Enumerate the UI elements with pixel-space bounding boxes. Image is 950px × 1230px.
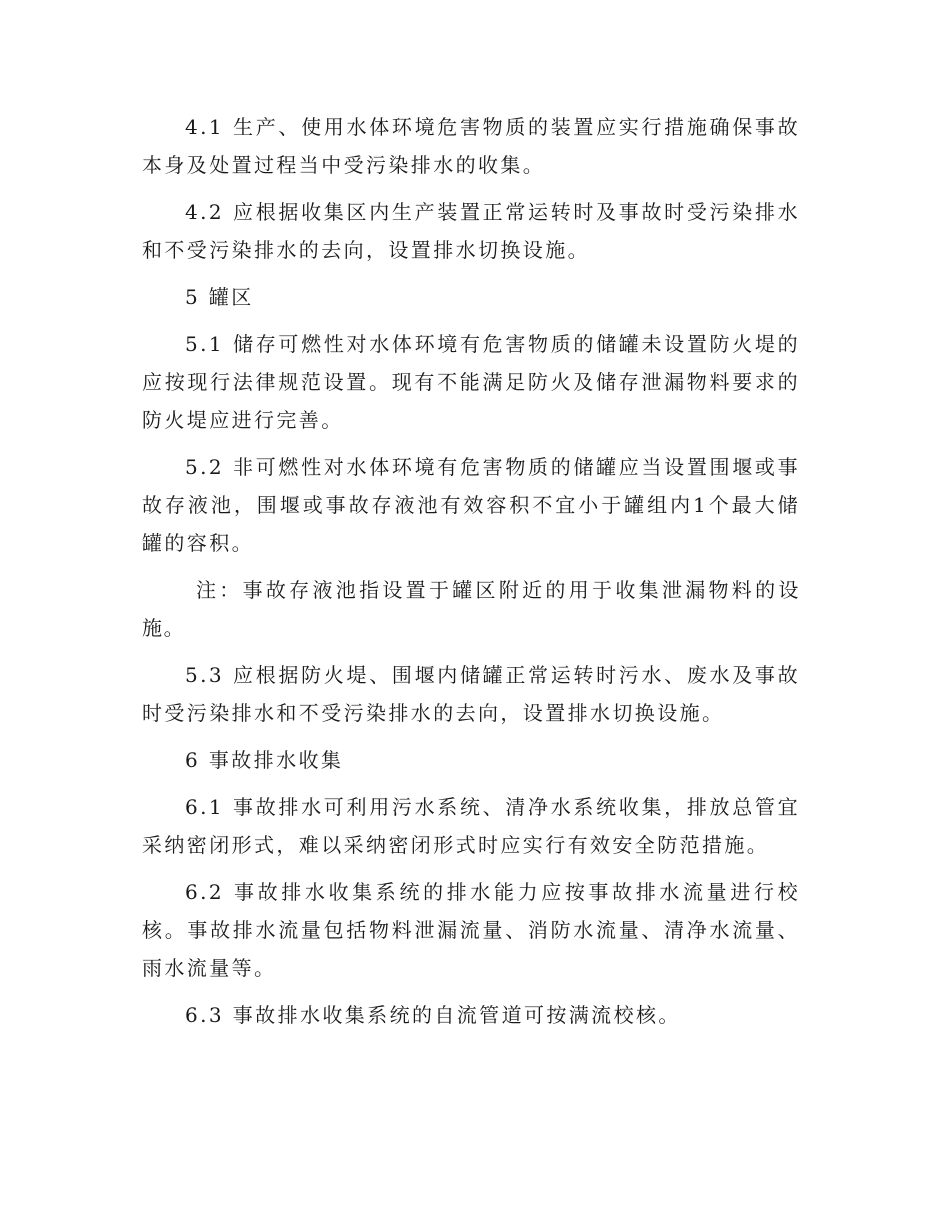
section-heading-6: 6 事故排水收集 bbox=[185, 748, 344, 772]
clause-6-3: 6.3 事故排水收集系统的自流管道可按满流校核。 bbox=[185, 1003, 681, 1027]
section-heading-5: 5 罐区 bbox=[185, 285, 254, 309]
clause-4-2: 4.2 应根据收集区内生产装置正常运转时及事故时受污染排水和不受污染排水的去向，设置排水切换设施。 bbox=[142, 200, 800, 262]
clause-5-3: 5.3 应根据防火堤、围堰内储罐正常运转时污水、废水及事故时受污染排水和不受污染排水的去向，设置排水切换设施。 bbox=[142, 663, 800, 725]
note-paragraph: 注：事故存液池指设置于罐区附近的用于收集泄漏物料的设施。 bbox=[142, 578, 800, 640]
clause-6-1: 6.1 事故排水可利用污水系统、清净水系统收集，排放总管宜采纳密闭形式，难以采纳密闭形式时应实行有效安全防范措施。 bbox=[142, 795, 800, 857]
clause-5-2: 5.2 非可燃性对水体环境有危害物质的储罐应当设置围堰或事故存液池，围堰或事故存液池有效容积不宜小于罐组内1个最大储罐的容积。 bbox=[142, 455, 800, 555]
clause-4-1: 4.1 生产、使用水体环境危害物质的装置应实行措施确保事故本身及处置过程当中受污染排水的收集。 bbox=[142, 115, 800, 177]
clause-5-1: 5.1 储存可燃性对水体环境有危害物质的储罐未设置防火堤的应按现行法律规范设置。现有不能满足防火及储存泄漏物料要求的防火堤应进行完善。 bbox=[142, 332, 800, 432]
clause-6-2: 6.2 事故排水收集系统的排水能力应按事故排水流量进行校核。事故排水流量包括物料泄漏流量、消防水流量、清净水流量、雨水流量等。 bbox=[142, 880, 800, 980]
